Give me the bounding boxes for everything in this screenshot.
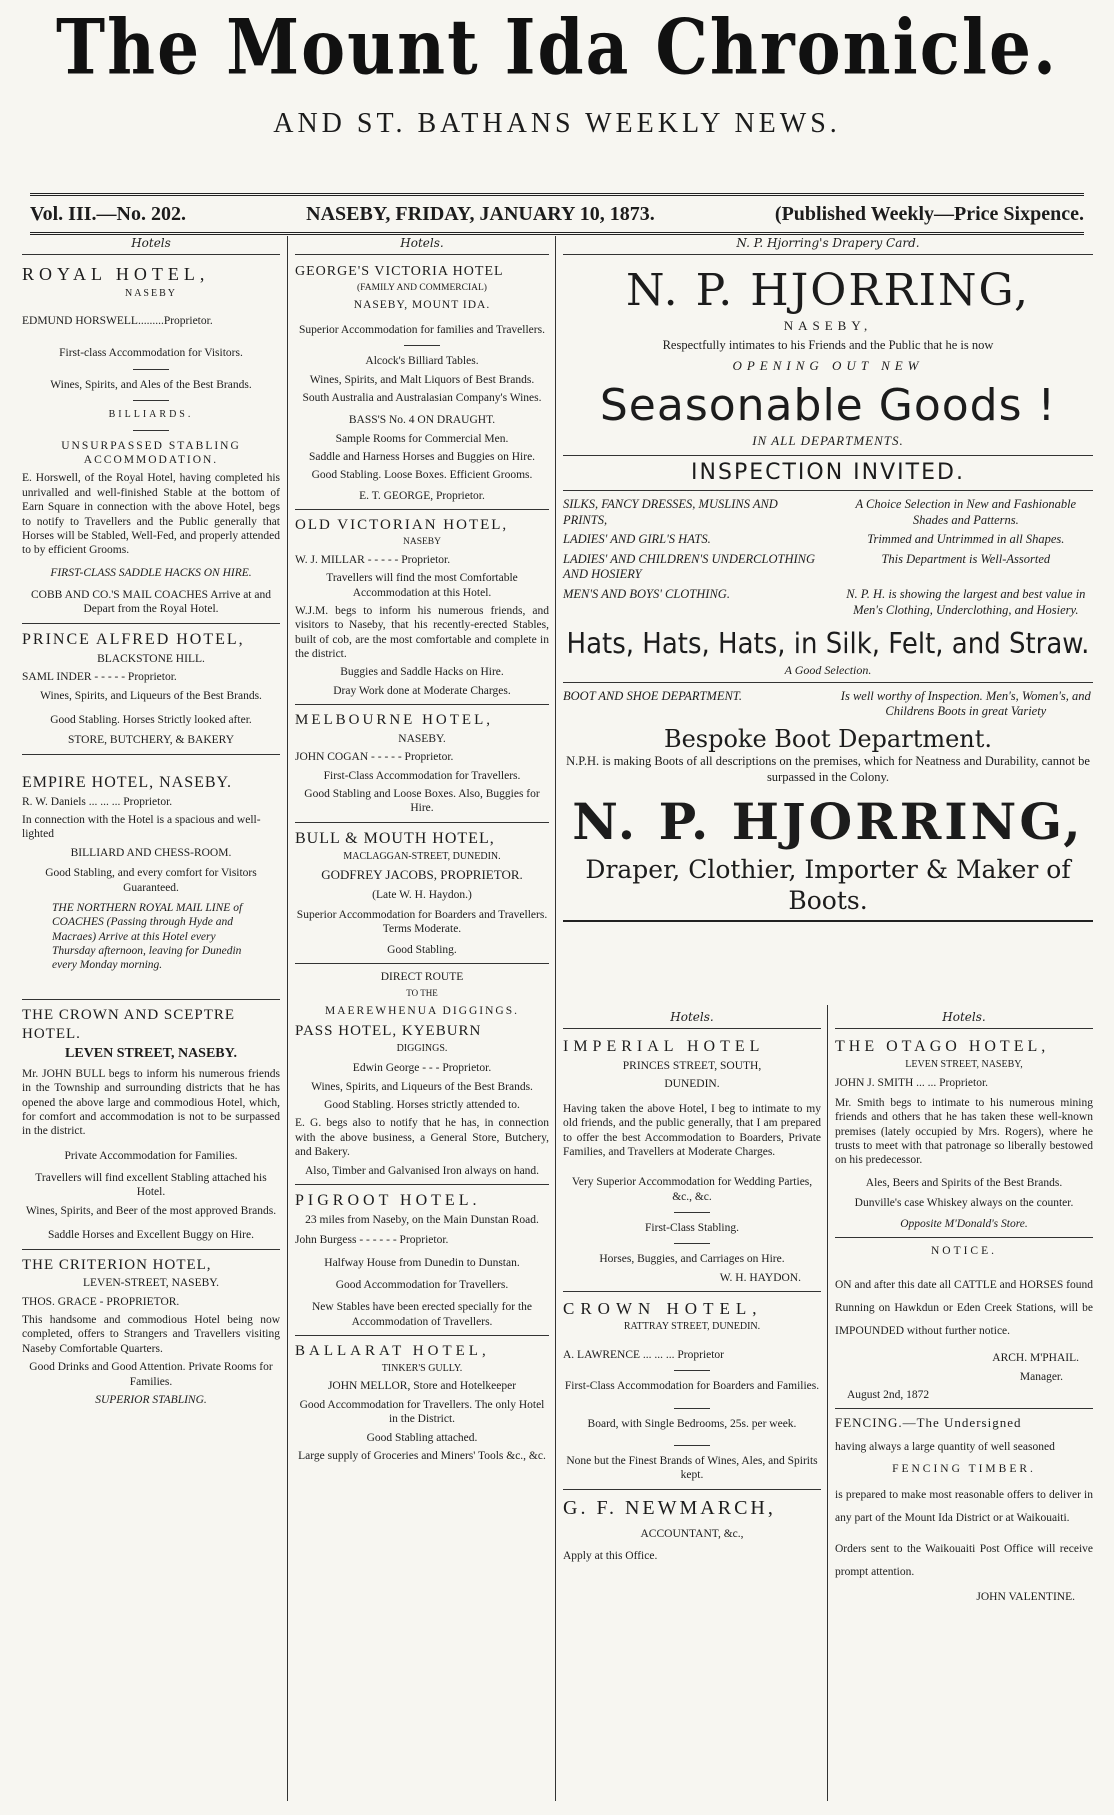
goods-item bbox=[563, 552, 1093, 583]
ad-title: NOTICE. bbox=[930, 1244, 998, 1257]
ad-line: Dunville's case Whiskey always on the counter. bbox=[854, 1197, 1074, 1210]
ad-proprietor: W. J. MILLAR - - - - - Proprietor. bbox=[295, 553, 451, 566]
goods-item-desc: A Choice Selection in New and Fashionable Shades and Patterns. bbox=[855, 496, 1077, 527]
goods-item-desc: Is well worthy of Inspection. Men's, Women's, and Childrens Boots in great Variety bbox=[840, 688, 1091, 719]
ad-title: THE OTAGO HOTEL, bbox=[835, 1038, 1050, 1055]
ad-line: South Australia and Australasian Company's Wines. bbox=[302, 391, 542, 404]
newspaper-title: The Mount Ida Chronicle. bbox=[56, 2, 1058, 92]
divider bbox=[295, 822, 549, 823]
ad-line: Opposite M'Donald's Store. bbox=[900, 1217, 1028, 1230]
ad-proprietor: A. LAWRENCE ... ... ... Proprietor bbox=[563, 1348, 725, 1361]
ad-title: EMPIRE HOTEL, NASEBY. bbox=[22, 773, 233, 791]
section-heading: Hotels. bbox=[563, 1010, 821, 1029]
divider bbox=[295, 509, 549, 510]
ad-line: Orders sent to the Waikouaiti Post Office will receive prompt attention. bbox=[835, 1543, 1093, 1579]
ballarat-hotel-ad bbox=[295, 1342, 549, 1463]
crown-sceptre-hotel-ad bbox=[22, 1006, 280, 1243]
ad-line: First-Class Accommodation for Boarders and Families. bbox=[564, 1380, 820, 1393]
ad-line: None but the Finest Brands of Wines, Ales, and Spirits kept. bbox=[566, 1455, 818, 1482]
ad-line: Superior Accommodation for families and Travellers. bbox=[299, 323, 545, 336]
ad-line: Wines, Spirits, and Liqueurs of the Best Brands. bbox=[40, 689, 262, 702]
ad-body: Mr. Smith begs to intimate to his numerous mining friends and others that he has taken these well-known premises (lately occupied by Mrs. Rogers), where he trusts to meet with that patronage so liberally bestowed on his predecessor. bbox=[835, 1096, 1093, 1167]
ad-proprietor: THOS. GRACE - PROPRIETOR. bbox=[22, 1295, 180, 1308]
goods-item-name: MEN'S AND BOYS' CLOTHING. bbox=[563, 587, 730, 601]
ad-body: E. Horswell, of the Royal Hotel, having completed his unrivalled and well-finished Stable at the bottom of Earn Square in connection with the above Hotel, begs to notify to Travellers and the Public generally that Horses will be Stabled, Well-Fed, and properly attended to by efficient Grooms. bbox=[22, 472, 280, 557]
ad-line: 23 miles from Naseby, on the Main Dunstan Road. bbox=[305, 1213, 539, 1226]
ad-proprietor: EDMUND HORSWELL.........Proprietor. bbox=[22, 315, 213, 327]
ad-line: Good Accommodation for Travellers. The only Hotel in the District. bbox=[299, 1398, 545, 1426]
section-heading: Hotels. bbox=[835, 1010, 1093, 1029]
direct-route-notice bbox=[295, 970, 549, 1018]
ad-line: Travellers will find the most Comfortable Accommodation at this Hotel. bbox=[326, 572, 518, 599]
ad-sub: (FAMILY AND COMMERCIAL) bbox=[357, 282, 487, 293]
ad-line: Manager. bbox=[1019, 1370, 1063, 1383]
ad-proprietor: GODFREY JACOBS, PROPRIETOR. bbox=[321, 867, 523, 883]
ad-line: Wines, Spirits, and Ales of the Best Brands. bbox=[50, 378, 252, 391]
ad-line: COBB AND CO.'S MAIL COACHES Arrive at and Depart from the Royal Hotel. bbox=[31, 589, 271, 616]
newmarch-accountant-ad bbox=[563, 1496, 821, 1564]
section-heading: Hotels. bbox=[295, 236, 549, 255]
divider bbox=[835, 1237, 1093, 1238]
goods-item-desc: This Department is Well-Assorted bbox=[881, 551, 1051, 566]
advertiser-name: N. P. HJORRING, bbox=[625, 265, 1031, 316]
goods-item-desc: Trimmed and Untrimmed in all Shapes. bbox=[867, 532, 1065, 547]
ad-proprietor: SAML INDER - - - - - Proprietor. bbox=[22, 671, 177, 684]
ad-street: PRINCES STREET, SOUTH, bbox=[622, 1060, 762, 1072]
old-victorian-hotel-ad bbox=[295, 516, 549, 698]
otago-hotel-ad bbox=[835, 1037, 1093, 1231]
georges-victoria-hotel-ad bbox=[295, 263, 549, 503]
hats-heading: Hats, Hats, Hats, in Silk, Felt, and Straw. bbox=[566, 627, 1090, 661]
ad-body: E. G. begs also to notify that he has, in connection with the above business, a General Store, Butchery, and Bakery. bbox=[295, 1117, 549, 1159]
issue-date: NASEBY, FRIDAY, JANUARY 10, 1873. bbox=[306, 202, 655, 225]
ad-place: NASEBY, MOUNT IDA. bbox=[353, 299, 491, 312]
ad-title: THE CRITERION HOTEL, bbox=[22, 1256, 212, 1273]
ad-proprietor: JOHN COGAN - - - - - Proprietor. bbox=[295, 751, 454, 764]
ad-line: Wines, Spirits, and Beer of the most approved Brands. bbox=[25, 1204, 277, 1217]
ad-street: LEVEN STREET, NASEBY, bbox=[905, 1059, 1023, 1070]
ad-body: ON and after this date all CATTLE and HORSES found Running on Hawkdun or Eden Creek Stations, will be IMPOUNDED without further notice. bbox=[835, 1279, 1093, 1338]
ad-line: SUPERIOR STABLING. bbox=[95, 1393, 207, 1406]
ad-body: W.J.M. begs to inform his numerous friends, and visitors to Naseby, that his recently-erected Stables, built of cob, are the most comfortable and complete in the district. bbox=[295, 604, 549, 660]
short-rule bbox=[133, 430, 169, 431]
ad-proprietor: JOHN MELLOR, Store and Hotelkeeper bbox=[327, 1380, 517, 1393]
short-rule bbox=[674, 1370, 710, 1371]
ad-line: Saddle and Harness Horses and Buggies on Hire. bbox=[308, 451, 536, 463]
ad-line: New Stables have been erected specially for the Accommodation of Travellers. bbox=[312, 1301, 532, 1328]
ad-proprietor: R. W. Daniels ... ... ... Proprietor. bbox=[22, 795, 173, 808]
ad-line: IN ALL DEPARTMENTS. bbox=[752, 433, 904, 449]
divider bbox=[295, 1184, 549, 1185]
goods-item bbox=[563, 682, 1093, 720]
goods-item bbox=[563, 587, 1093, 618]
ad-line: OPENING OUT NEW bbox=[732, 357, 924, 373]
short-rule bbox=[674, 1243, 710, 1244]
ad-title: PASS HOTEL, KYEBURN bbox=[295, 1023, 482, 1039]
ad-line: Apply at this Office. bbox=[563, 1550, 658, 1563]
ad-line: Buggies and Saddle Hacks on Hire. bbox=[340, 666, 504, 679]
divider bbox=[295, 963, 549, 964]
ad-title: OLD VICTORIAN HOTEL, bbox=[295, 517, 509, 534]
column-1 bbox=[22, 236, 280, 1411]
imperial-hotel-ad bbox=[563, 1037, 821, 1285]
ad-line: Good Stabling, and every comfort for Visitors Guaranteed. bbox=[45, 867, 257, 894]
empire-hotel-ad bbox=[22, 773, 280, 973]
ad-line: First-Class Accommodation for Travellers. bbox=[323, 769, 521, 782]
ad-title: ROYAL HOTEL, bbox=[22, 264, 210, 284]
ad-line: Wines, Spirits, and Liqueurs of the Best Brands. bbox=[311, 1080, 533, 1093]
divider bbox=[563, 1489, 821, 1490]
melbourne-hotel-ad bbox=[295, 711, 549, 816]
ad-line: Good Drinks and Good Attention. Private Rooms for Families. bbox=[29, 1361, 273, 1388]
goods-item bbox=[563, 532, 1093, 548]
bull-mouth-hotel-ad bbox=[295, 829, 549, 957]
ad-title: GEORGE'S VICTORIA HOTEL bbox=[295, 264, 504, 279]
prince-alfred-hotel-ad bbox=[22, 630, 280, 748]
goods-item-name: LADIES' AND CHILDREN'S UNDERCLOTHING AND HOSIERY bbox=[563, 551, 816, 582]
ad-line: DIRECT ROUTE bbox=[380, 971, 464, 983]
ad-place: DUNEDIN. bbox=[664, 1078, 720, 1091]
ad-line: Ales, Beers and Spirits of the Best Brands. bbox=[865, 1176, 1063, 1189]
column-3 bbox=[563, 1010, 821, 1568]
ad-line: Good Stabling. Horses Strictly looked after. bbox=[50, 713, 252, 726]
impound-notice bbox=[835, 1244, 1093, 1403]
ad-line: Private Accommodation for Families. bbox=[64, 1149, 238, 1162]
newspaper-subtitle: AND ST. BATHANS WEEKLY NEWS. bbox=[273, 108, 841, 139]
ad-line: is prepared to make most reasonable offers to deliver in any part of the Mount Ida District or at Waikouaiti. bbox=[835, 1489, 1093, 1525]
ad-title: IMPERIAL HOTEL bbox=[563, 1038, 765, 1055]
ad-line: FENCING TIMBER. bbox=[892, 1463, 1036, 1475]
royal-hotel-ad bbox=[22, 263, 280, 617]
short-rule bbox=[674, 1408, 710, 1409]
short-rule bbox=[674, 1212, 710, 1213]
ad-place: NASEBY bbox=[402, 536, 441, 547]
ad-line: BILLIARD AND CHESS-ROOM. bbox=[70, 846, 232, 859]
ad-title: BULL & MOUTH HOTEL, bbox=[295, 829, 495, 847]
ad-sub: ACCOUNTANT, &c., bbox=[640, 1527, 744, 1540]
ad-line: Very Superior Accommodation for Wedding Parties, &c., &c. bbox=[571, 1176, 813, 1203]
ad-street: LEVEN-STREET, NASEBY. bbox=[83, 1277, 219, 1290]
dateline-bar bbox=[30, 193, 1084, 235]
ad-title: PIGROOT HOTEL. bbox=[295, 1191, 481, 1209]
ad-line: MAEREWHENUA DIGGINGS. bbox=[324, 1004, 520, 1017]
advertiser-name-large: N. P. HJORRING, bbox=[572, 792, 1084, 852]
ad-line: having always a large quantity of well seasoned bbox=[835, 1440, 1055, 1453]
ad-line: Superior Accommodation for Boarders and Travellers. Terms Moderate. bbox=[296, 908, 548, 936]
ad-line: Alcock's Billiard Tables. bbox=[365, 355, 479, 368]
column-4 bbox=[835, 1010, 1093, 1609]
ad-title: CROWN HOTEL, bbox=[563, 1299, 763, 1319]
ad-line: Good Stabling. bbox=[387, 943, 457, 956]
column-2 bbox=[295, 236, 549, 1467]
ad-title: FENCING.—The Undersigned bbox=[835, 1415, 1022, 1431]
ad-line: Travellers will find excellent Stabling attached his Hotel. bbox=[35, 1172, 267, 1199]
inspection-invited-heading: INSPECTION INVITED. bbox=[563, 455, 1093, 491]
advertiser-trade: Draper, Clothier, Importer & Maker of Boots. bbox=[563, 854, 1093, 923]
divider bbox=[22, 999, 280, 1000]
goods-item-desc: N. P. H. is showing the largest and best value in Men's Clothing, Underclothing, and Hosiery. bbox=[846, 587, 1086, 617]
divider bbox=[295, 704, 549, 705]
ad-line: Also, Timber and Galvanised Iron always on hand. bbox=[304, 1164, 540, 1177]
ad-title: PRINCE ALFRED HOTEL, bbox=[22, 630, 245, 648]
divider bbox=[22, 623, 280, 624]
ad-body: This handsome and commodious Hotel being now completed, offers to Strangers and Travellers visiting Naseby Comfortable Quarters. bbox=[22, 1314, 280, 1355]
pass-hotel-ad bbox=[295, 1022, 549, 1178]
ad-line: Halfway House from Dunedin to Dunstan. bbox=[324, 1256, 520, 1269]
divider bbox=[835, 1408, 1093, 1409]
ad-sub: DIGGINGS. bbox=[396, 1042, 448, 1054]
divider bbox=[295, 1335, 549, 1336]
ad-proprietor: Edwin George - - - Proprietor. bbox=[352, 1062, 492, 1075]
ad-line: (Late W. H. Haydon.) bbox=[372, 888, 472, 901]
issue-price: (Published Weekly—Price Sixpence. bbox=[774, 202, 1084, 225]
ad-place: NASEBY. bbox=[398, 732, 446, 745]
ad-body: Having taken the above Hotel, I beg to intimate to my old friends, and the public generally, that I am prepared to offer the best Accommodation to Boarders, Private Families, and Travellers at Moderate Charges. bbox=[563, 1102, 821, 1158]
ad-proprietor: E. T. GEORGE, Proprietor. bbox=[359, 489, 485, 502]
ad-title: MELBOURNE HOTEL, bbox=[295, 712, 493, 729]
column-rule bbox=[287, 236, 288, 1801]
ad-title: BALLARAT HOTEL, bbox=[295, 1343, 490, 1360]
ad-line: A Good Selection. bbox=[784, 662, 872, 677]
ad-place: NASEBY, bbox=[783, 318, 873, 333]
ad-line: Good Stabling. Horses strictly attended to. bbox=[324, 1099, 520, 1111]
goods-item-name: SILKS, FANCY DRESSES, MUSLINS AND PRINTS, bbox=[563, 496, 778, 527]
short-rule bbox=[133, 369, 169, 370]
seasonable-goods-heading: Seasonable Goods ! bbox=[599, 380, 1057, 432]
section-heading: Hotels bbox=[22, 236, 280, 255]
ad-street: RATTRAY STREET, DUNEDIN. bbox=[623, 1321, 761, 1333]
ad-line: STORE, BUTCHERY, & BAKERY bbox=[67, 734, 235, 747]
masthead bbox=[0, 2, 1114, 140]
goods-item bbox=[563, 497, 1093, 528]
ad-place: NASEBY bbox=[124, 287, 177, 299]
goods-item-name: LADIES' AND GIRL'S HATS. bbox=[563, 532, 711, 547]
ad-signature: JOHN VALENTINE. bbox=[976, 1591, 1075, 1604]
goods-item-name: BOOT AND SHOE DEPARTMENT. bbox=[563, 688, 742, 703]
ad-sub: TINKER'S GULLY. bbox=[381, 1362, 463, 1374]
section-heading: N. P. Hjorring's Drapery Card. bbox=[563, 236, 1093, 255]
divider bbox=[22, 1249, 280, 1250]
ad-body: Mr. JOHN BULL begs to inform his numerous friends in the Township and surrounding districts that he has opened the above large and commodious Hotel, which, for comfort and accommodation is not to be surpassed in the district. bbox=[22, 1067, 280, 1138]
ad-line: First-Class Stabling. bbox=[645, 1222, 739, 1234]
column-rule bbox=[555, 236, 556, 1801]
ad-line: Good Stabling. Loose Boxes. Efficient Grooms. bbox=[311, 469, 533, 482]
ad-signature: ARCH. M'PHAIL. bbox=[992, 1352, 1079, 1365]
ad-line: Wines, Spirits, and Malt Liquors of Best Brands. bbox=[309, 373, 535, 386]
ad-line: Saddle Horses and Excellent Buggy on Hire. bbox=[48, 1229, 254, 1242]
ad-proprietor: John Burgess - - - - - - Proprietor. bbox=[295, 1234, 449, 1247]
pigroot-hotel-ad bbox=[295, 1191, 549, 1329]
ad-line: BASS'S No. 4 ON DRAUGHT. bbox=[348, 414, 496, 427]
column-rule bbox=[827, 1005, 828, 1801]
ad-line: THE NORTHERN ROYAL MAIL LINE of COACHES (Passing through Hyde and Macraes) Arrive at this Hotel every Thursday afternoon, leaving for Dunedin every Monday morning. bbox=[52, 901, 243, 972]
ad-line: Good Accommodation for Travellers. bbox=[335, 1279, 509, 1291]
ad-street: LEVEN STREET, NASEBY. bbox=[65, 1046, 237, 1062]
ad-body: N.P.H. is making Boots of all descriptions on the premises, which for Neatness and Durability, cannot be surpassed in the Colony. bbox=[566, 754, 1090, 784]
crown-hotel-ad bbox=[563, 1298, 821, 1483]
ad-line: Respectfully intimates to his Friends and the Public that he is now bbox=[662, 338, 994, 353]
ad-line: Sample Rooms for Commercial Men. bbox=[335, 432, 509, 445]
ad-line: First-class Accommodation for Visitors. bbox=[59, 347, 243, 360]
ad-line: BILLIARDS. bbox=[108, 409, 194, 421]
hjorring-drapery-card bbox=[563, 236, 1093, 922]
ad-title: G. F. NEWMARCH, bbox=[563, 1496, 776, 1519]
ad-line: Dray Work done at Moderate Charges. bbox=[333, 684, 511, 697]
ad-line: Large supply of Groceries and Miners' Tools &c., &c. bbox=[298, 1449, 546, 1462]
short-rule bbox=[133, 400, 169, 401]
ad-line: UNSURPASSED STABLING ACCOMMODATION. bbox=[61, 439, 241, 466]
short-rule bbox=[674, 1445, 710, 1446]
ad-line: In connection with the Hotel is a spacious and well-lighted bbox=[22, 814, 261, 841]
ad-line: TO THE bbox=[406, 988, 438, 999]
ad-place: BLACKSTONE HILL. bbox=[97, 652, 205, 665]
ad-line: Horses, Buggies, and Carriages on Hire. bbox=[599, 1253, 785, 1266]
ad-line: FIRST-CLASS SADDLE HACKS ON HIRE. bbox=[50, 566, 252, 579]
ad-line: August 2nd, 1872 bbox=[847, 1389, 930, 1401]
divider bbox=[563, 1291, 821, 1292]
ad-line: Good Stabling attached. bbox=[366, 1431, 478, 1444]
fencing-timber-ad bbox=[835, 1415, 1093, 1604]
ad-proprietor: JOHN J. SMITH ... ... Proprietor. bbox=[835, 1076, 989, 1089]
ad-title: THE CROWN AND SCEPTRE HOTEL. bbox=[22, 1006, 236, 1042]
criterion-hotel-ad bbox=[22, 1256, 280, 1408]
divider bbox=[22, 754, 280, 755]
ad-signature: W. H. HAYDON. bbox=[719, 1271, 801, 1284]
short-rule bbox=[404, 345, 440, 346]
bespoke-heading: Bespoke Boot Department. bbox=[663, 725, 993, 753]
ad-line: Good Stabling and Loose Boxes. Also, Buggies for Hire. bbox=[304, 788, 540, 815]
ad-line: Board, with Single Bedrooms, 25s. per week. bbox=[587, 1417, 797, 1430]
volume-number: Vol. III.—No. 202. bbox=[30, 202, 186, 225]
ad-street: MACLAGGAN-STREET, DUNEDIN. bbox=[343, 850, 501, 862]
